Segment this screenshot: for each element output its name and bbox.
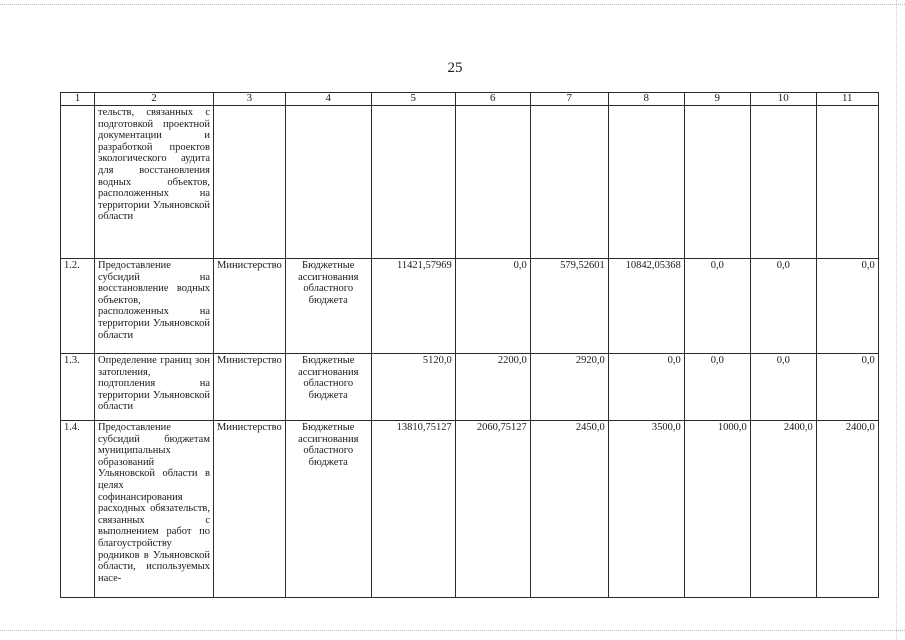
value-cell: 2400,0 xyxy=(816,421,878,598)
column-header: 11 xyxy=(816,93,878,106)
responsible-executor xyxy=(214,106,286,259)
responsible-executor: Министерство xyxy=(214,259,286,354)
responsible-executor: Министерство xyxy=(214,354,286,421)
column-header: 9 xyxy=(684,93,750,106)
value-cell: 0,0 xyxy=(816,259,878,354)
table-row xyxy=(61,106,879,259)
budget-table xyxy=(60,92,879,598)
funding-source: Бюджетные ассигнования областного бюджета xyxy=(285,421,371,598)
value-cell: 1000,0 xyxy=(684,421,750,598)
column-header: 4 xyxy=(285,93,371,106)
column-number-row xyxy=(61,93,879,106)
value-cell xyxy=(684,106,750,259)
measure-description: Предоставление субсидий бюджетам муниципальных образований Ульяновской области в целях софинансирования расходных обязательств, связанных с выполнением работ по благоустройству родников в Ульяновской области, используемых насе- xyxy=(95,421,214,598)
scan-right-edge xyxy=(896,0,898,640)
column-header: 5 xyxy=(371,93,455,106)
value-cell: 579,52601 xyxy=(530,259,608,354)
value-cell: 0,0 xyxy=(608,354,684,421)
row-number: 1.3. xyxy=(61,354,95,421)
scan-top-edge xyxy=(0,4,905,7)
value-cell: 2920,0 xyxy=(530,354,608,421)
row-number: 1.4. xyxy=(61,421,95,598)
value-cell: 0,0 xyxy=(684,354,750,421)
value-cell: 11421,57969 xyxy=(371,259,455,354)
row-number xyxy=(61,106,95,259)
responsible-executor: Министерство xyxy=(214,421,286,598)
value-cell xyxy=(530,106,608,259)
value-cell xyxy=(750,106,816,259)
value-cell xyxy=(371,106,455,259)
column-header: 2 xyxy=(95,93,214,106)
column-header: 10 xyxy=(750,93,816,106)
value-cell: 3500,0 xyxy=(608,421,684,598)
funding-source xyxy=(285,106,371,259)
row-number: 1.2. xyxy=(61,259,95,354)
value-cell: 2450,0 xyxy=(530,421,608,598)
measure-description: тельств, связанных с подготовкой проектной документации и разработкой проектов экологического аудита для восстановления водных объектов, расположенных на территории Ульяновской области xyxy=(95,106,214,259)
value-cell: 2060,75127 xyxy=(455,421,530,598)
column-header: 7 xyxy=(530,93,608,106)
funding-source: Бюджетные ассигнования областного бюджета xyxy=(285,354,371,421)
column-header: 3 xyxy=(214,93,286,106)
table-row xyxy=(61,421,879,598)
value-cell: 13810,75127 xyxy=(371,421,455,598)
value-cell: 2400,0 xyxy=(750,421,816,598)
value-cell: 5120,0 xyxy=(371,354,455,421)
table-row xyxy=(61,354,879,421)
value-cell: 0,0 xyxy=(455,259,530,354)
value-cell xyxy=(455,106,530,259)
scan-bottom-edge xyxy=(0,630,905,633)
value-cell: 0,0 xyxy=(750,354,816,421)
value-cell xyxy=(816,106,878,259)
value-cell xyxy=(608,106,684,259)
page-number: 25 xyxy=(447,60,463,76)
value-cell: 0,0 xyxy=(816,354,878,421)
measure-description: Определение границ зон затопления, подтопления на территории Ульяновской области xyxy=(95,354,214,421)
funding-source: Бюджетные ассигнования областного бюджета xyxy=(285,259,371,354)
column-header: 1 xyxy=(61,93,95,106)
column-header: 6 xyxy=(455,93,530,106)
value-cell: 0,0 xyxy=(750,259,816,354)
value-cell: 10842,05368 xyxy=(608,259,684,354)
measure-description: Предоставление субсидий на восстановление водных объектов, расположенных на территории Ульяновской области xyxy=(95,259,214,354)
value-cell: 0,0 xyxy=(684,259,750,354)
table-row xyxy=(61,259,879,354)
value-cell: 2200,0 xyxy=(455,354,530,421)
column-header: 8 xyxy=(608,93,684,106)
